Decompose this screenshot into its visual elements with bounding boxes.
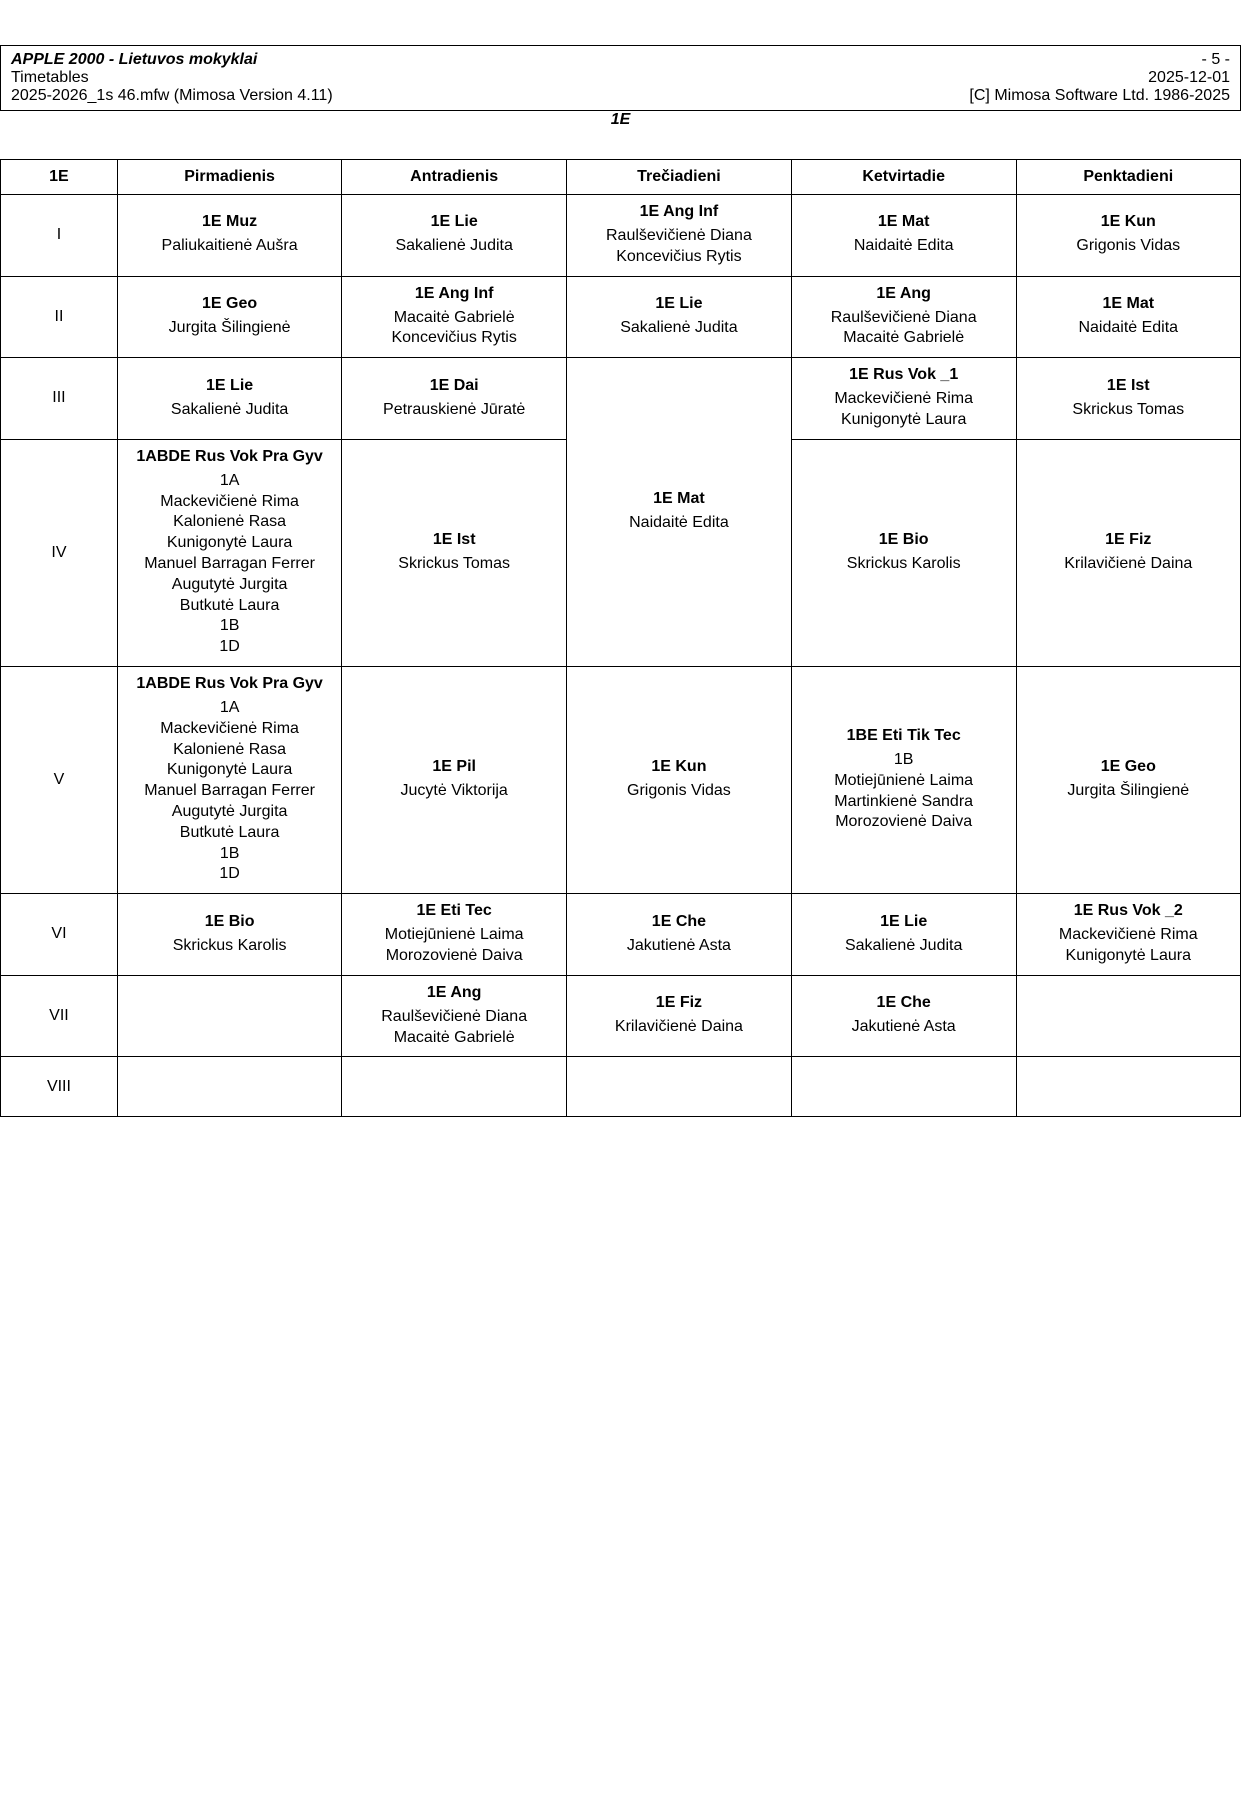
tuesday-period-2 [342,276,567,358]
period-2: II [1,276,118,358]
timetable [0,159,1241,1117]
class-name: 1E Lie [655,294,703,312]
class-name: 1E Ist [1106,376,1150,394]
class-name: 1E Geo [1100,758,1156,776]
period-row-2 [1,276,1241,358]
class-name: 1BE Eti Tik Tec [846,726,961,744]
friday-period-6 [1016,894,1240,976]
teacher-name: Macaitė Gabrielė [393,1028,515,1046]
teacher-name: Macaitė Gabrielė [843,329,965,347]
tuesday-period-3 [342,358,567,440]
teacher-name: Kunigonytė Laura [166,534,293,552]
class-name: 1E Che [876,994,931,1012]
teacher-name: 1A [219,698,240,716]
friday-period-3 [1016,358,1240,440]
thursday-period-1 [791,195,1016,277]
wednesday-period-1 [567,195,792,277]
teacher-name: Morozovienė Daiva [835,813,973,831]
thursday-period-5 [791,666,1016,893]
class-name: 1ABDE Rus Vok Pra Gyv [136,674,323,692]
teacher-name: Skrickus Tomas [1072,400,1185,418]
teacher-name: Mackevičienė Rima [1058,926,1198,944]
teacher-name: Manuel Barragan Ferrer [144,554,315,572]
tuesday-period-8 [342,1057,567,1117]
wednesday-period-8 [567,1057,792,1117]
file-info: 2025-2026_1s 46.mfw (Mimosa Version 4.11) [11,87,333,104]
period-row-8 [1,1057,1241,1117]
day-header-monday: Pirmadienis [117,160,341,195]
teacher-name: Kunigonytė Laura [1065,946,1191,964]
wednesday-period-5 [567,666,792,893]
teacher-name: 1A [219,471,240,489]
friday-period-5 [1016,666,1240,893]
page-number: - 5 - [1201,51,1230,68]
teacher-name: Naidaitė Edita [853,237,954,255]
copyright-info: [C] Mimosa Software Ltd. 1986-2025 [969,87,1230,104]
day-header-friday: Penktadieni [1016,160,1240,195]
teacher-name: Grigonis Vidas [627,782,731,800]
teacher-name: Naidaitė Edita [629,514,729,532]
class-header: 1E [1,160,118,195]
period-8: VIII [1,1057,118,1117]
document-date: 2025-12-01 [1148,69,1230,86]
teacher-name: Paliukaitienė Aušra [161,237,298,255]
friday-period-2 [1016,276,1240,358]
period-1: I [1,195,118,277]
period-row-1 [1,195,1241,277]
teacher-name: Mackevičienė Rima [160,492,299,510]
teacher-name: 1D [219,865,240,883]
teacher-name: 1B [219,844,240,862]
friday-period-1 [1016,195,1240,277]
class-name: 1E Bio [204,912,255,930]
monday-period-6 [117,894,341,976]
class-name: 1E Dai [429,376,479,394]
tuesday-period-6 [342,894,567,976]
teacher-name: Skrickus Karolis [172,936,287,954]
teacher-name: Raulševičienė Diana [605,227,752,244]
teacher-name: Motiejūnienė Laima [384,926,524,944]
class-name: 1E Che [651,912,707,930]
class-name: 1E Geo [202,294,258,312]
class-name: 1E Fiz [655,994,703,1012]
class-name: 1E Mat [653,490,705,508]
teacher-name: Jucytė Viktorija [400,782,508,800]
teacher-name: Grigonis Vidas [1076,237,1181,255]
class-name: 1E Bio [878,530,929,548]
class-name: 1E Lie [430,213,478,231]
thursday-period-3 [791,358,1016,440]
teacher-name: Kalonienė Rasa [173,740,287,758]
thursday-period-7 [791,975,1016,1057]
class-name: 1ABDE Rus Vok Pra Gyv [136,447,323,465]
teacher-name: Mackevičienė Rima [834,390,974,408]
teacher-name: Macaitė Gabrielė [393,308,515,326]
teacher-name: 1B [893,750,914,768]
thursday-period-8 [791,1057,1016,1117]
period-4: IV [1,439,118,666]
teacher-name: Morozovienė Daiva [385,946,523,964]
teacher-name: Krilavičienė Daina [614,1018,743,1036]
timetable-title: 1E [610,111,631,128]
tuesday-period-5 [342,666,567,893]
class-name: 1E Muz [202,213,258,231]
wednesday-period-2 [567,276,792,358]
monday-period-4 [117,439,341,666]
monday-period-8 [117,1057,341,1117]
class-name: 1E Rus Vok _1 [849,366,959,384]
period-3: III [1,358,118,440]
class-name: 1E Kun [651,758,707,776]
document-type: Timetables [11,69,89,86]
teacher-name: Sakalienė Judita [395,237,513,255]
teacher-name: Sakalienė Judita [844,936,963,954]
teacher-name: Motiejūnienė Laima [834,771,974,789]
class-name: 1E Ist [432,530,476,548]
monday-period-3 [117,358,341,440]
teacher-name: Kalonienė Rasa [173,513,287,531]
thursday-period-6 [791,894,1016,976]
teacher-name: Augutytė Jurgita [171,575,288,593]
teacher-name: Butkutė Laura [179,596,280,614]
period-7: VII [1,975,118,1057]
document-header [0,45,1241,111]
teacher-name: Koncevičius Rytis [391,329,517,347]
teacher-name: Manuel Barragan Ferrer [144,782,315,800]
teacher-name: Mackevičienė Rima [160,719,299,737]
wednesday-period-7 [567,975,792,1057]
friday-period-4 [1016,439,1240,666]
teacher-name: Sakalienė Judita [620,318,738,336]
teacher-name: Raulševičienė Diana [830,308,977,326]
period-row-6 [1,894,1241,976]
thursday-period-4 [791,439,1016,666]
teacher-name: Petrauskienė Jūratė [383,400,526,418]
teacher-name: Skrickus Tomas [398,554,511,572]
app-name: APPLE 2000 - Lietuvos mokyklai [11,51,258,68]
class-name: 1E Ang [876,284,931,302]
teacher-name: Jakutienė Asta [851,1018,956,1036]
class-name: 1E Fiz [1105,530,1152,548]
teacher-name: Augutytė Jurgita [171,802,288,820]
class-name: 1E Mat [1102,294,1155,312]
teacher-name: Naidaitė Edita [1078,318,1179,336]
friday-period-7 [1016,975,1240,1057]
class-name: 1E Lie [880,912,928,930]
period-6: VI [1,894,118,976]
teacher-name: Jurgita Šilingienė [168,318,291,336]
monday-period-5 [117,666,341,893]
period-row-7 [1,975,1241,1057]
tuesday-period-7 [342,975,567,1057]
period-5: V [1,666,118,893]
monday-period-2 [117,276,341,358]
period-row-3 [1,358,1241,440]
teacher-name: Sakalienė Judita [170,400,289,418]
friday-period-8 [1016,1057,1240,1117]
teacher-name: Jurgita Šilingienė [1067,782,1190,800]
day-header-wednesday: Trečiadieni [567,160,792,195]
teacher-name: Krilavičienė Daina [1064,554,1193,572]
teacher-name: Raulševičienė Diana [381,1007,528,1025]
teacher-name: Koncevičius Rytis [616,247,742,265]
teacher-name: Skrickus Karolis [846,554,961,572]
tuesday-period-1 [342,195,567,277]
teacher-name: 1D [219,638,240,656]
monday-period-7 [117,975,341,1057]
class-name: 1E Ang Inf [414,284,494,302]
class-name: 1E Lie [206,376,254,394]
day-header-thursday: Ketvirtadie [791,160,1016,195]
class-name: 1E Ang Inf [639,203,719,220]
teacher-name: Jakutienė Asta [626,936,731,954]
class-name: 1E Pil [432,758,476,776]
thursday-period-2 [791,276,1016,358]
teacher-name: 1B [219,617,240,635]
class-name: 1E Mat [877,213,930,231]
teacher-name: Butkutė Laura [179,823,280,841]
class-name: 1E Ang [426,983,482,1001]
monday-period-1 [117,195,341,277]
class-name: 1E Rus Vok _2 [1073,902,1183,920]
tuesday-period-4 [342,439,567,666]
teacher-name: Kunigonytė Laura [840,410,967,428]
teacher-name: Kunigonytė Laura [166,761,293,779]
wednesday-period-3 [567,358,792,667]
period-row-5 [1,666,1241,893]
class-name: 1E Eti Tec [416,902,492,920]
wednesday-period-6 [567,894,792,976]
class-name: 1E Kun [1100,213,1156,231]
day-header-tuesday: Antradienis [342,160,567,195]
teacher-name: Martinkienė Sandra [834,792,974,810]
